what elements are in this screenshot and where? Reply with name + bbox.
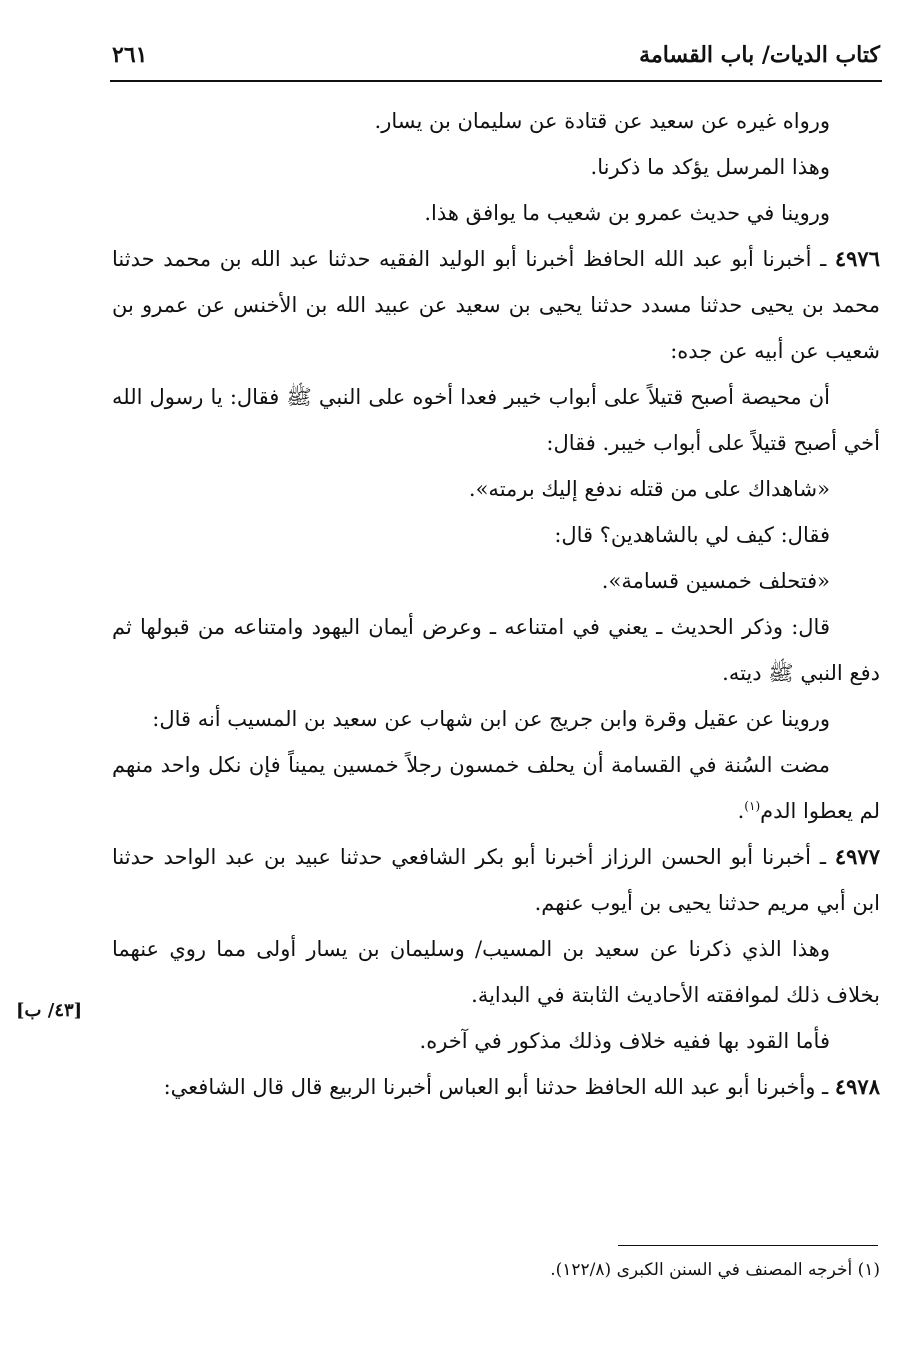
paragraph-tail: .: [737, 799, 745, 823]
text-paragraph: [112, 742, 880, 834]
page-header: [112, 38, 880, 78]
paragraph-text: فقال: كيف لي بالشاهدين؟ قال:: [554, 523, 830, 547]
paragraph-text: وروينا في حديث عمرو بن شعيب ما يوافق هذا.: [424, 201, 830, 225]
paragraph-text: وروينا عن عقيل وقرة وابن جريج عن ابن شهاب عن سعيد بن المسيب أنه قال:: [152, 707, 830, 731]
text-paragraph: [112, 98, 880, 144]
paragraph-text: أن محيصة أصبح قتيلاً على أبواب خيبر فعدا أخوه على النبي ﷺ فقال: يا رسول الله أخي أصبح قتيلاً على أبواب خيبر. فقال:: [112, 385, 880, 455]
text-paragraph: [112, 512, 880, 558]
text-paragraph: [112, 604, 880, 696]
text-paragraph: [112, 190, 880, 236]
paragraph-text: فأما القود بها ففيه خلاف وذلك مذكور في آخره.: [419, 1029, 830, 1053]
hadith-paragraph: [112, 1064, 880, 1110]
footnote: (١) أخرجه المصنف في السنن الكبرى (١٢٢/٨).: [550, 1260, 880, 1280]
main-text: [112, 98, 880, 1110]
text-paragraph: [112, 1018, 880, 1064]
header-rule: [110, 80, 882, 82]
hadith-number: ٤٩٧٦: [834, 246, 880, 271]
margin-folio-note: [٤٣/ ب]: [16, 1000, 83, 1021]
page-number: ٢٦١: [112, 42, 148, 68]
paragraph-text: ـ وأخبرنا أبو عبد الله الحافظ حدثنا أبو العباس أخبرنا الربيع قال قال الشافعي:: [163, 1075, 829, 1099]
paragraph-text: ورواه غيره عن سعيد عن قتادة عن سليمان بن يسار.: [374, 109, 830, 133]
text-paragraph: [112, 926, 880, 1018]
hadith-number: ٤٩٧٧: [834, 844, 880, 869]
footnote-rule: [618, 1245, 878, 1246]
text-paragraph: [112, 558, 880, 604]
paragraph-text: «شاهداك على من قتله ندفع إليك برمته».: [468, 477, 830, 501]
paragraph-text: وهذا المرسل يؤكد ما ذكرنا.: [590, 155, 830, 179]
paragraph-text: ـ أخبرنا أبو عبد الله الحافظ أخبرنا أبو الوليد الفقيه حدثنا عبد الله بن محمد حدثنا محمد بن يحيى حدثنا مسدد حدثنا يحيى بن سعيد عن عبيد الله بن الأخنس عن عمرو بن شعيب عن أبيه عن جده:: [112, 247, 880, 363]
hadith-number: ٤٩٧٨: [834, 1074, 880, 1099]
text-paragraph: [112, 466, 880, 512]
paragraph-text: «فتحلف خمسين قسامة».: [601, 569, 830, 593]
paragraph-text: قال: وذكر الحديث ـ يعني في امتناعه ـ وعرض أيمان اليهود وامتناعه من قبولها ثم دفع النبي ﷺ ديته.: [112, 615, 880, 685]
hadith-paragraph: [112, 236, 880, 374]
text-paragraph: [112, 374, 880, 466]
paragraph-text: مضت السُنة في القسامة أن يحلف خمسون رجلاً خمسين يميناً فإن نكل واحد منهم لم يعطوا الدم: [112, 753, 880, 823]
footnote-reference[interactable]: (١): [744, 799, 761, 813]
text-paragraph: [112, 696, 880, 742]
hadith-paragraph: [112, 834, 880, 926]
text-paragraph: [112, 144, 880, 190]
paragraph-text: وهذا الذي ذكرنا عن سعيد بن المسيب/ وسليمان بن يسار أولى مما روي عنهما بخلاف ذلك لموافقته الأحاديث الثابتة في البداية.: [112, 937, 880, 1007]
paragraph-text: ـ أخبرنا أبو الحسن الرزاز أخبرنا أبو بكر الشافعي حدثنا عبيد بن عبد الواحد حدثنا ابن أبي مريم حدثنا يحيى بن أيوب عنهم.: [112, 845, 880, 915]
running-title: كتاب الديات/ باب القسامة: [639, 42, 880, 68]
